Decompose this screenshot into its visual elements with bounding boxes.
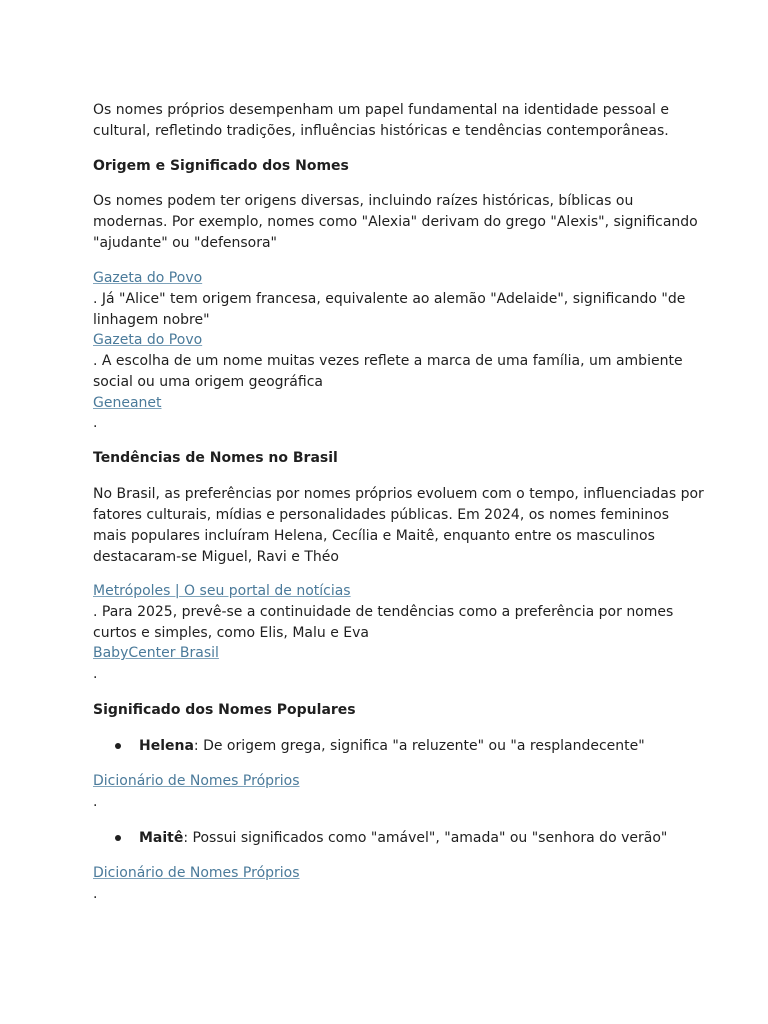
origem-paragraph-line: "ajudante" ou "defensora" (93, 235, 277, 251)
end-dot: . (93, 886, 98, 902)
list-item-name: Maitê (139, 830, 184, 846)
tendencias-paragraph-line: destacaram-se Miguel, Ravi e Théo (93, 549, 339, 565)
source-link-geneanet[interactable]: Geneanet (93, 395, 162, 411)
heading-tendencias: Tendências de Nomes no Brasil (93, 450, 338, 466)
origem-paragraph-line: . Já "Alice" tem origem francesa, equivalente ao alemão "Adelaide", significando "de (93, 291, 686, 307)
origem-paragraph-line: . A escolha de um nome muitas vezes reflete a marca de uma família, um ambiente (93, 353, 683, 369)
list-item-maite (139, 828, 667, 848)
intro-line-2: cultural, refletindo tradições, influências históricas e tendências contemporâneas. (93, 123, 669, 139)
source-link-gazeta-do-povo[interactable]: Gazeta do Povo (93, 332, 203, 348)
tendencias-paragraph-line: . Para 2025, prevê-se a continuidade de tendências como a preferência por nomes (93, 604, 674, 620)
end-dot: . (93, 415, 98, 431)
source-link-dicionario[interactable]: Dicionário de Nomes Próprios (93, 773, 300, 789)
origem-paragraph-line: social ou uma origem geográfica (93, 374, 323, 390)
end-dot: . (93, 794, 98, 810)
source-link-gazeta-do-povo[interactable]: Gazeta do Povo (93, 270, 203, 286)
origem-paragraph-line: modernas. Por exemplo, nomes como "Alexia" derivam do grego "Alexis", significando (93, 214, 698, 230)
list-item-description: : Possui significados como "amável", "amada" ou "senhora do verão" (183, 830, 668, 846)
tendencias-paragraph-line: No Brasil, as preferências por nomes próprios evoluem com o tempo, influenciadas por (93, 486, 704, 502)
heading-origem: Origem e Significado dos Nomes (93, 158, 349, 174)
list-item-description: : De origem grega, significa "a reluzente" ou "a resplandecente" (193, 738, 645, 754)
tendencias-paragraph-line: mais populares incluíram Helena, Cecília e Maitê, enquanto entre os masculinos (93, 528, 655, 544)
heading-significado: Significado dos Nomes Populares (93, 702, 356, 718)
end-dot: . (93, 666, 98, 682)
tendencias-paragraph-line: fatores culturais, mídias e personalidades públicas. Em 2024, os nomes femininos (93, 507, 670, 523)
source-link-metropoles[interactable]: Metrópoles | O seu portal de notícias (93, 583, 351, 599)
source-link-dicionario[interactable]: Dicionário de Nomes Próprios (93, 865, 300, 881)
source-link-babycenter[interactable]: BabyCenter Brasil (93, 645, 219, 661)
list-item-name: Helena (139, 738, 194, 754)
list-item-helena (139, 736, 645, 756)
bullet-icon (115, 743, 121, 749)
bullet-icon (115, 835, 121, 841)
tendencias-paragraph-line: curtos e simples, como Elis, Malu e Eva (93, 625, 369, 641)
origem-paragraph-line: Os nomes podem ter origens diversas, incluindo raízes históricas, bíblicas ou (93, 193, 634, 209)
origem-paragraph-line: linhagem nobre" (93, 312, 210, 328)
intro-line-1: Os nomes próprios desempenham um papel fundamental na identidade pessoal e (93, 102, 669, 118)
